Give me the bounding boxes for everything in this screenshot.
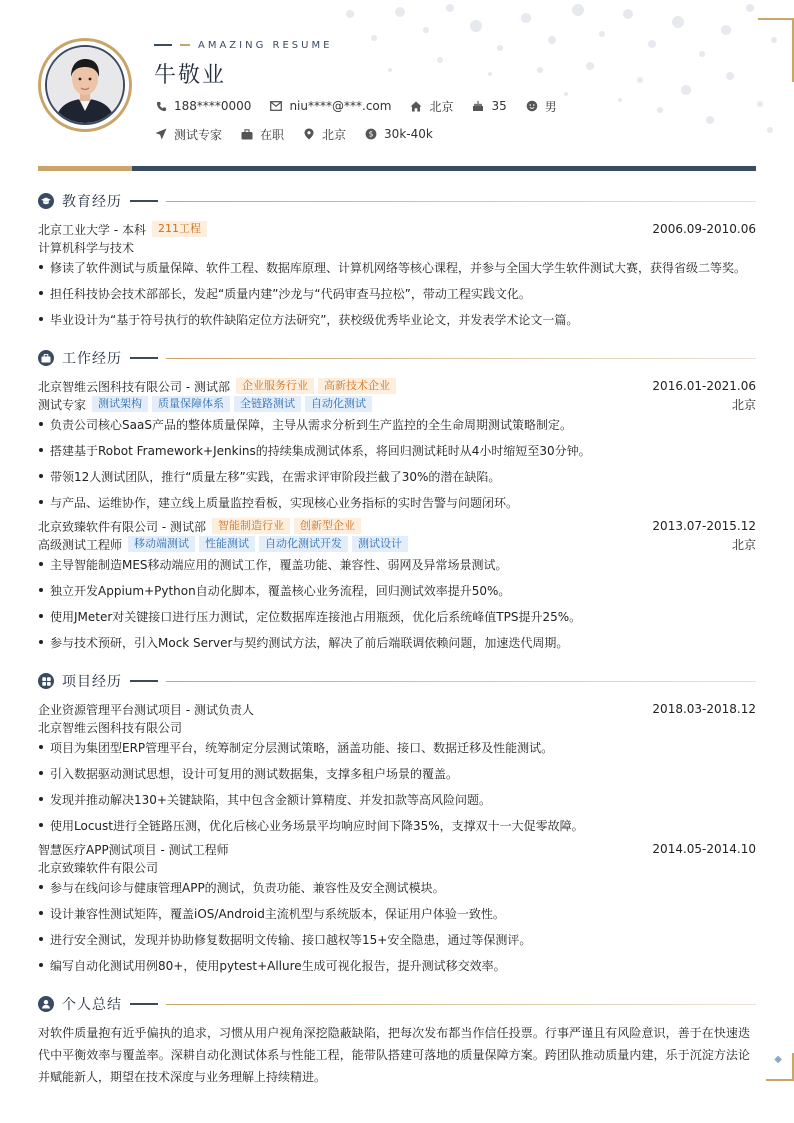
list-item-text: 进行安全测试，发现并协助修复数据明文传输、接口越权等15+安全隐患，通过等保测评。 (50, 932, 532, 947)
map-pin-icon (302, 127, 316, 141)
section-title-education: 教育经历 (62, 194, 122, 210)
work-role-row (38, 395, 756, 413)
list-item-text: 参与在线问诊与健康管理APP的测试，负责功能、兼容性及安全测试模块。 (50, 880, 445, 895)
section-title-projects: 项目经历 (62, 674, 122, 690)
candidate-name: 牛敬业 (154, 63, 227, 88)
list-item (38, 441, 756, 459)
education-major-row (38, 238, 756, 256)
tagline (154, 38, 332, 52)
school-tag: 211工程 (152, 221, 207, 237)
list-item-text: 搭建基于Robot Framework+Jenkins的持续集成测试体系，将回归测试耗时从4小时缩短至30分钟。 (50, 443, 591, 458)
phone-item (154, 98, 251, 114)
list-item (38, 633, 756, 651)
diamond-icon: ◆ (774, 1054, 782, 1065)
work-date: 2013.07-2015.12 (652, 519, 756, 533)
position-item (154, 126, 222, 142)
project-title: 智慧医疗APP测试项目 - 测试工程师 (38, 842, 229, 857)
list-item (38, 790, 756, 808)
list-item (38, 581, 756, 599)
job-role: 测试专家 (38, 397, 87, 412)
skill-tag: 质量保障体系 (152, 396, 230, 412)
skill-tag: 性能测试 (199, 536, 255, 552)
status-value: 在职 (260, 127, 285, 142)
contact-row (154, 98, 575, 114)
phone-icon (154, 99, 168, 113)
bullet-dot (39, 823, 43, 827)
skill-tag: 自动化测试 (305, 396, 372, 412)
section-header-education (38, 191, 756, 211)
bullet-dot (39, 448, 43, 452)
project-company-row (38, 718, 756, 736)
company-name: 北京智维云图科技有限公司 - 测试部 (38, 379, 230, 394)
grid-icon (38, 673, 54, 689)
major: 计算机科学与技术 (38, 240, 135, 255)
bullet-dot (39, 771, 43, 775)
section-rule-long (166, 681, 756, 682)
bullet-dot (39, 885, 43, 889)
project-date: 2014.05-2014.10 (652, 842, 756, 856)
tagline-line-gold (180, 44, 190, 46)
project-entry-header (38, 840, 756, 858)
project-date: 2018.03-2018.12 (652, 702, 756, 716)
gender-item (525, 98, 557, 114)
industry-tag: 智能制造行业 (212, 518, 290, 534)
briefcase-section-icon (38, 350, 54, 366)
email-value: niu****@***.com (289, 99, 392, 113)
briefcase-icon (240, 127, 254, 141)
list-item (38, 904, 756, 922)
position-value: 测试专家 (174, 127, 223, 142)
bullet-dot (39, 911, 43, 915)
section-rule-short (130, 1003, 158, 1005)
list-item-text: 与产品、运维协作，建立线上质量监控看板，实现核心业务指标的实时告警与问题闭环。 (50, 495, 519, 510)
list-item-text: 修读了软件测试与质量保障、软件工程、数据库原理、计算机网络等核心课程，并参与全国大学生软件测试大赛，获得省级二等奖。 (50, 260, 747, 275)
summary-text: 对软件质量抱有近乎偏执的追求，习惯从用户视角深挖隐蔽缺陷，把每次发布都当作信任投票。行事严谨且有风险意识，善于在快速迭代中平衡效率与覆盖率。深耕自动化测试体系与性能工程，能带队搭建可落地的质量保障方案。跨团队推动质量内建，乐于沉淀方法论并赋能新人，期望在技术深度与业务理解上持续精进。 (38, 1026, 750, 1084)
work-city: 北京 (731, 397, 756, 412)
send-icon (154, 127, 168, 141)
list-item-text: 担任科技协会技术部部长，发起“质量内建”沙龙与“代码审查马拉松”，带动工程实践文化。 (50, 286, 531, 301)
target-city-value: 北京 (322, 127, 347, 142)
list-item (38, 284, 756, 302)
bullet-dot (39, 474, 43, 478)
header-divider-gold (38, 166, 132, 171)
email-item (269, 98, 391, 114)
avatar-frame (38, 38, 132, 132)
list-item-text: 主导智能制造MES移动端应用的测试工作，覆盖功能、兼容性、弱网及异常场景测试。 (50, 557, 508, 572)
section-header-projects (38, 671, 756, 691)
home-icon (409, 99, 423, 113)
list-item (38, 878, 756, 896)
list-item (38, 956, 756, 974)
work-entry-header (38, 517, 756, 535)
bullet-dot (39, 614, 43, 618)
work-role-row (38, 535, 756, 553)
section-header-work (38, 348, 756, 368)
skill-tag: 自动化测试开发 (259, 536, 348, 552)
target-city-item (302, 126, 346, 142)
corner-decoration-top (758, 18, 794, 82)
section-title-summary: 个人总结 (62, 997, 122, 1013)
list-item (38, 467, 756, 485)
bullet-dot (39, 317, 43, 321)
list-item-text: 负责公司核心SaaS产品的整体质量保障，主导从需求分析到生产监控的全生命周期测试策略制定。 (50, 417, 572, 432)
age-value: 35 (491, 99, 507, 113)
section-rule-long (166, 201, 756, 202)
svg-text:$: $ (368, 129, 374, 139)
list-item-text: 引入数据驱动测试思想，设计可复用的测试数据集，支撑多租户场景的覆盖。 (50, 766, 459, 781)
job-role: 高级测试工程师 (38, 537, 123, 552)
project-company: 北京致臻软件有限公司 (38, 860, 159, 875)
list-item (38, 816, 756, 834)
list-item (38, 415, 756, 433)
resume-header (0, 0, 794, 170)
bullet-dot (39, 797, 43, 801)
list-item (38, 764, 756, 782)
list-item-text: 项目为集团型ERP管理平台，统筹制定分层测试策略，涵盖功能、接口、数据迁移及性能测试。 (50, 740, 554, 755)
project-company: 北京智维云图科技有限公司 (38, 720, 183, 735)
user-icon (38, 996, 54, 1012)
skill-tag: 测试设计 (352, 536, 408, 552)
skill-tag: 全链路测试 (234, 396, 301, 412)
section-rule-short (130, 680, 158, 682)
list-item-text: 使用Locust进行全链路压测，优化后核心业务场景平均响应时间下降35%，支撑双十一大促零故障。 (50, 818, 584, 833)
project-company-row (38, 858, 756, 876)
list-item (38, 555, 756, 573)
phone-value: 188****0000 (174, 99, 252, 113)
list-item (38, 930, 756, 948)
bullet-dot (39, 745, 43, 749)
list-item-text: 毕业设计为“基于符号执行的软件缺陷定位方法研究”，获校级优秀毕业论文，并发表学术论文一篇。 (50, 312, 579, 327)
education-entry-header (38, 220, 756, 238)
list-item-text: 编写自动化测试用例80+，使用pytest+Allure生成可视化报告，提升测试移交效率。 (50, 958, 506, 973)
bullet-dot (39, 265, 43, 269)
bullet-dot (39, 422, 43, 426)
mail-icon (269, 99, 283, 113)
person-photo-icon (47, 47, 123, 123)
education-date: 2006.09-2010.06 (652, 222, 756, 236)
industry-tag: 企业服务行业 (236, 378, 314, 394)
section-rule-long (166, 358, 756, 359)
bullet-dot (39, 937, 43, 941)
tagline-line-navy (154, 44, 172, 46)
section-rule-long (166, 1004, 756, 1005)
list-item-text: 发现并推动解决130+关键缺陷，其中包含金额计算精度、并发扣款等高风险问题。 (50, 792, 491, 807)
skill-tag: 移动端测试 (128, 536, 195, 552)
money-icon (364, 127, 378, 141)
list-item-text: 带领12人测试团队，推行“质量左移”实践，在需求评审阶段拦截了30%的潜在缺陷。 (50, 469, 501, 484)
section-rule-short (130, 200, 158, 202)
section-header-summary (38, 994, 756, 1014)
section-rule-short (130, 357, 158, 359)
header-divider-navy (132, 166, 756, 171)
bullet-dot (39, 562, 43, 566)
avatar (45, 45, 125, 125)
list-item-text: 设计兼容性测试矩阵，覆盖iOS/Android主流机型与系统版本，保证用户体验一致性。 (50, 906, 505, 921)
graduation-cap-icon (38, 193, 54, 209)
gender-value: 男 (544, 99, 557, 114)
location-value: 北京 (429, 99, 454, 114)
work-city: 北京 (731, 537, 756, 552)
age-item (471, 98, 506, 114)
work-date: 2016.01-2021.06 (652, 379, 756, 393)
company-name: 北京致臻软件有限公司 - 测试部 (38, 519, 206, 534)
school-name: 北京工业大学 - 本科 (38, 222, 146, 237)
list-item-text: 参与技术预研，引入Mock Server与契约测试方法，解决了前后端联调依赖问题，加速迭代周期。 (50, 635, 569, 650)
list-item-text: 使用JMeter对关键接口进行压力测试，定位数据库连接池占用瓶颈，优化后系统峰值TPS提升25%。 (50, 609, 582, 624)
location-item (409, 98, 453, 114)
face-icon (525, 99, 539, 113)
list-item (38, 310, 756, 328)
skill-tag: 测试架构 (92, 396, 148, 412)
project-entry-header (38, 700, 756, 718)
list-item (38, 738, 756, 756)
list-item (38, 493, 756, 511)
work-entry-header (38, 377, 756, 395)
list-item-text: 独立开发Appium+Python自动化脚本，覆盖核心业务流程，回归测试效率提升50%。 (50, 583, 511, 598)
bullet-dot (39, 640, 43, 644)
salary-item (364, 126, 433, 142)
industry-tag: 创新型企业 (294, 518, 361, 534)
industry-tag: 高新技术企业 (318, 378, 396, 394)
salary-value: 30k-40k (384, 127, 433, 141)
section-title-work: 工作经历 (62, 351, 122, 367)
list-item (38, 607, 756, 625)
bullet-dot (39, 963, 43, 967)
cake-icon (471, 99, 485, 113)
job-intent-row (154, 126, 451, 142)
status-item (240, 126, 284, 142)
bullet-dot (39, 291, 43, 295)
bullet-dot (39, 588, 43, 592)
project-title: 企业资源管理平台测试项目 - 测试负责人 (38, 702, 254, 717)
bullet-dot (39, 500, 43, 504)
list-item (38, 258, 756, 276)
tagline-text: AMAZING RESUME (198, 39, 333, 51)
